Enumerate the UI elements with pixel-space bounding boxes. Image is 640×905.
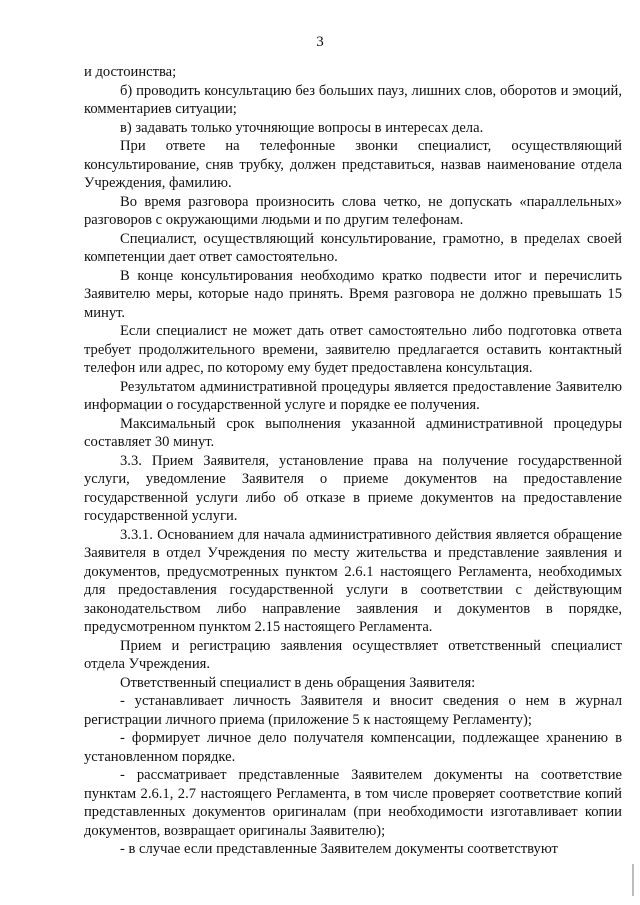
paragraph: Результатом административной процедуры является предоставление Заявителю информации о государственной услуге и порядке ее получения. <box>84 378 622 413</box>
paragraph: При ответе на телефонные звонки специалист, осуществляющий консультирование, сняв трубку, должен представиться, назвав наименование отдела Учреждения, фамилию. <box>84 138 622 191</box>
paragraph: - рассматривает представленные Заявителем документы на соответствие пунктам 2.6.1, 2.7 настоящего Регламента, в том числе проверяет соответствие копий представленных документов оригиналам (при необходимости изготавливает копии документов, возвращает оригиналы Заявителю); <box>84 767 622 839</box>
paragraph: - формирует личное дело получателя компенсации, подлежащее хранению в установленном порядке. <box>84 730 622 765</box>
paragraph: 3.3. Прием Заявителя, установление права на получение государственной услуги, уведомление Заявителя о приеме документов на предоставление государственной услуги либо об отказе в приеме документов на предоставление государственной услуги. <box>84 452 622 524</box>
scan-edge-mark <box>632 864 634 896</box>
paragraph: Если специалист не может дать ответ самостоятельно либо подготовка ответа требует продолжительного времени, заявителю предлагается оставить контактный телефон или адрес, по которому ему будет предоставлена консультация. <box>84 323 622 376</box>
document-body <box>84 63 622 859</box>
paragraph: Максимальный срок выполнения указанной административной процедуры составляет 30 минут. <box>84 415 622 450</box>
paragraph: В конце консультирования необходимо кратко подвести итог и перечислить Заявителю меры, которые надо принять. Время разговора не должно превышать 15 минут. <box>84 267 622 321</box>
paragraph: б) проводить консультацию без больших пауз, лишних слов, оборотов и эмоций, комментариев ситуации; <box>84 82 622 117</box>
page-number: 3 <box>316 34 324 50</box>
paragraph: в) задавать только уточняющие вопросы в интересах дела. <box>120 119 484 136</box>
paragraph: Ответственный специалист в день обращения Заявителя: <box>120 674 476 691</box>
paragraph: и достоинства; <box>84 64 177 80</box>
paragraph: - в случае если представленные Заявителем документы соответствуют <box>120 841 558 857</box>
paragraph: Прием и регистрацию заявления осуществляет ответственный специалист отдела Учреждения. <box>84 637 622 672</box>
paragraph: Специалист, осуществляющий консультирование, грамотно, в пределах своей компетенции дает ответ самостоятельно. <box>84 230 622 265</box>
paragraph: Во время разговора произносить слова четко, не допускать «параллельных» разговоров с окружающими людьми и по другим телефонам. <box>84 193 622 228</box>
paragraph: 3.3.1. Основанием для начала административного действия является обращение Заявителя в отдел Учреждения по месту жительства и представление заявления и документов, предусмотренных пунктом 2.6.1 настоящего Регламента, необходимых для предоставления государственной услуги в соответствии с действующим законодательством либо направление заявления и документов в порядке, предусмотренном пунктом 2.15 настоящего Регламента. <box>84 526 622 635</box>
paragraph: - устанавливает личность Заявителя и вносит сведения о нем в журнал регистрации личного приема (приложение 5 к настоящему Регламенту); <box>84 693 622 728</box>
